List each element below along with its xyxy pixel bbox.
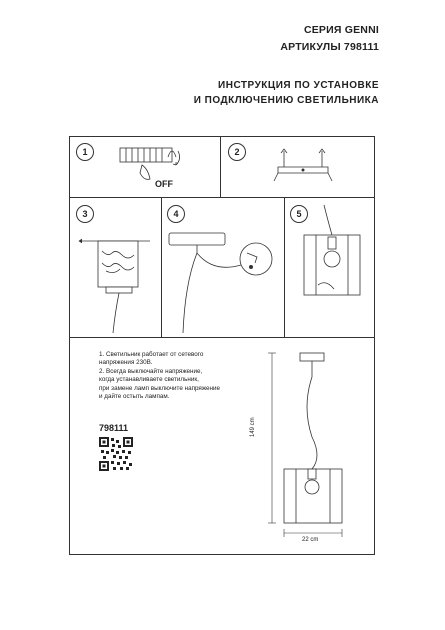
series-title: СЕРИЯ GENNI <box>303 24 379 36</box>
step-3-panel <box>70 197 161 337</box>
ceiling-bracket-icon <box>220 137 376 197</box>
height-dimension-label: 149 cm <box>250 417 256 437</box>
qr-code-icon <box>99 437 133 471</box>
note-line: 1. Светильник работает от сетевого <box>99 351 204 358</box>
articles-title: АРТИКУЛЫ 798111 <box>280 41 379 53</box>
instruction-sheet <box>69 136 375 555</box>
note-line: 2. Всегда выключайте напряжение, <box>99 367 203 375</box>
lamp-shade-icon <box>284 197 376 337</box>
step-2-number: 2 <box>228 143 246 161</box>
product-code: 798111 <box>99 423 129 433</box>
step-4-panel <box>161 197 284 337</box>
step-5-panel <box>284 197 376 337</box>
wiring-connection-icon <box>70 197 161 337</box>
canopy-mounting-icon <box>161 197 284 337</box>
note-line: и дайте остыть лампам. <box>99 393 170 401</box>
instruction-title-line1: ИНСТРУКЦИЯ ПО УСТАНОВКЕ <box>218 80 379 91</box>
width-dimension-label: 22 cm <box>302 537 319 543</box>
step-3-number: 3 <box>76 205 94 223</box>
fuse-switch-icon <box>70 137 220 197</box>
notes-block <box>99 351 220 401</box>
note-line: при замене ламп выключите напряжение <box>99 384 221 392</box>
step-1-off-label: OFF <box>155 179 173 189</box>
lamp-dimensions-drawing <box>216 347 376 547</box>
step-2-panel <box>220 137 376 197</box>
step-1-number: 1 <box>76 143 94 161</box>
step-1-panel <box>70 137 220 197</box>
instruction-title-line2: И ПОДКЛЮЧЕНИЮ СВЕТИЛЬНИКА <box>193 95 379 106</box>
step-5-number: 5 <box>290 205 308 223</box>
note-line: когда устанавливаете светильник, <box>99 376 199 384</box>
step-4-number: 4 <box>167 205 185 223</box>
note-line: напряжения 230В. <box>99 359 153 367</box>
grid-divider <box>70 337 374 338</box>
